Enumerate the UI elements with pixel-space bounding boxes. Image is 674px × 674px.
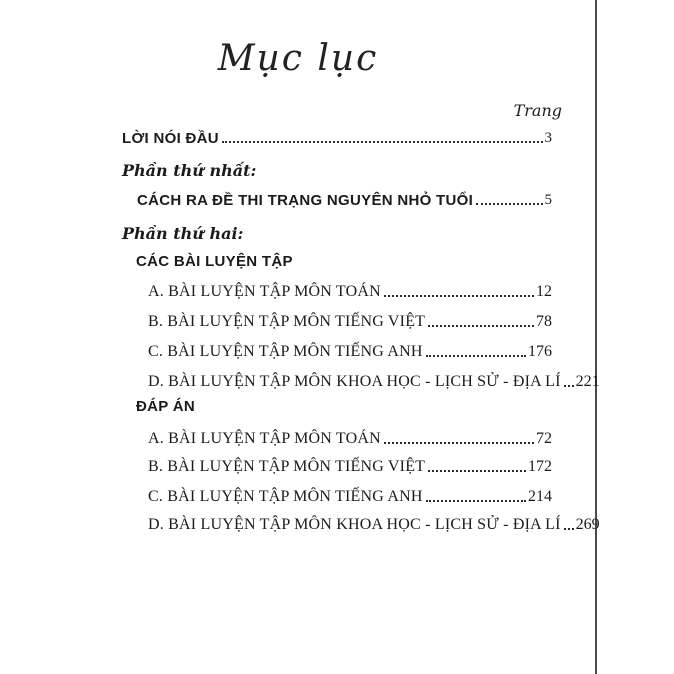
toc-entry — [148, 283, 552, 301]
toc-entry-label: A. BÀI LUYỆN TẬP MÔN TOÁN — [148, 283, 381, 300]
toc-entry-label: B. BÀI LUYỆN TẬP MÔN TIẾNG VIỆT — [148, 458, 426, 475]
section1-title — [136, 253, 293, 270]
toc-entry-label: A. BÀI LUYỆN TẬP MÔN TOÁN — [148, 430, 381, 447]
toc-entry-page: 172 — [528, 458, 552, 475]
toc-entry — [148, 430, 552, 448]
part1-heading-text: Phần thứ nhất: — [122, 161, 257, 180]
page-column-label-text: Trang — [513, 101, 562, 120]
toc-entry — [148, 343, 552, 361]
part2-heading — [122, 224, 243, 243]
toc-entry-part1 — [137, 192, 552, 209]
dot-leader — [476, 203, 542, 205]
section2-title — [136, 398, 195, 415]
section2-title-text: ĐÁP ÁN — [136, 398, 196, 415]
toc-entry-label: LỜI NÓI ĐẦU — [122, 130, 219, 147]
part1-heading — [122, 161, 256, 180]
toc-entry-page: 176 — [528, 343, 552, 360]
toc-entry-label: B. BÀI LUYỆN TẬP MÔN TIẾNG VIỆT — [148, 313, 426, 330]
toc-entry — [148, 313, 552, 331]
part2-heading-text: Phần thứ hai: — [122, 224, 244, 243]
dot-leader — [564, 528, 574, 530]
toc-entry — [148, 373, 600, 391]
dot-leader — [222, 141, 543, 143]
dot-leader — [564, 385, 574, 387]
toc-entry-page: 12 — [536, 283, 552, 300]
toc-entry — [148, 516, 600, 534]
toc-entry-label: D. BÀI LUYỆN TẬP MÔN KHOA HỌC - LỊCH SỬ - ĐỊA LÍ — [148, 516, 561, 533]
page-column-label — [122, 101, 562, 120]
toc-entry-label: C. BÀI LUYỆN TẬP MÔN TIẾNG ANH — [148, 488, 423, 505]
dot-leader — [428, 470, 526, 472]
section1-title-text: CÁC BÀI LUYỆN TẬP — [136, 253, 293, 270]
toc-entry-page: 5 — [544, 192, 552, 208]
toc-entry-preface — [122, 130, 552, 147]
toc-entry-page: 221 — [575, 373, 600, 390]
toc-entry-label: D. BÀI LUYỆN TẬP MÔN KHOA HỌC - LỊCH SỬ - ĐỊA LÍ — [148, 373, 561, 390]
dot-leader — [384, 442, 534, 444]
toc-entry — [148, 458, 552, 476]
page-edge-line — [595, 0, 597, 674]
toc-entry-label: CÁCH RA ĐỀ THI TRẠNG NGUYÊN NHỎ TUỔI — [137, 192, 474, 209]
page-title: Mục lục — [217, 38, 379, 79]
toc-entry-page: 214 — [528, 488, 552, 505]
dot-leader — [426, 355, 526, 357]
dot-leader — [428, 325, 534, 327]
toc-entry-label: C. BÀI LUYỆN TẬP MÔN TIẾNG ANH — [148, 343, 423, 360]
toc-entry-page: 72 — [536, 430, 552, 447]
toc-entry-page: 78 — [536, 313, 552, 330]
dot-leader — [384, 295, 534, 297]
toc-entry-page: 3 — [544, 130, 552, 146]
toc-entry — [148, 488, 552, 506]
dot-leader — [426, 500, 526, 502]
toc-entry-page: 269 — [575, 516, 600, 533]
